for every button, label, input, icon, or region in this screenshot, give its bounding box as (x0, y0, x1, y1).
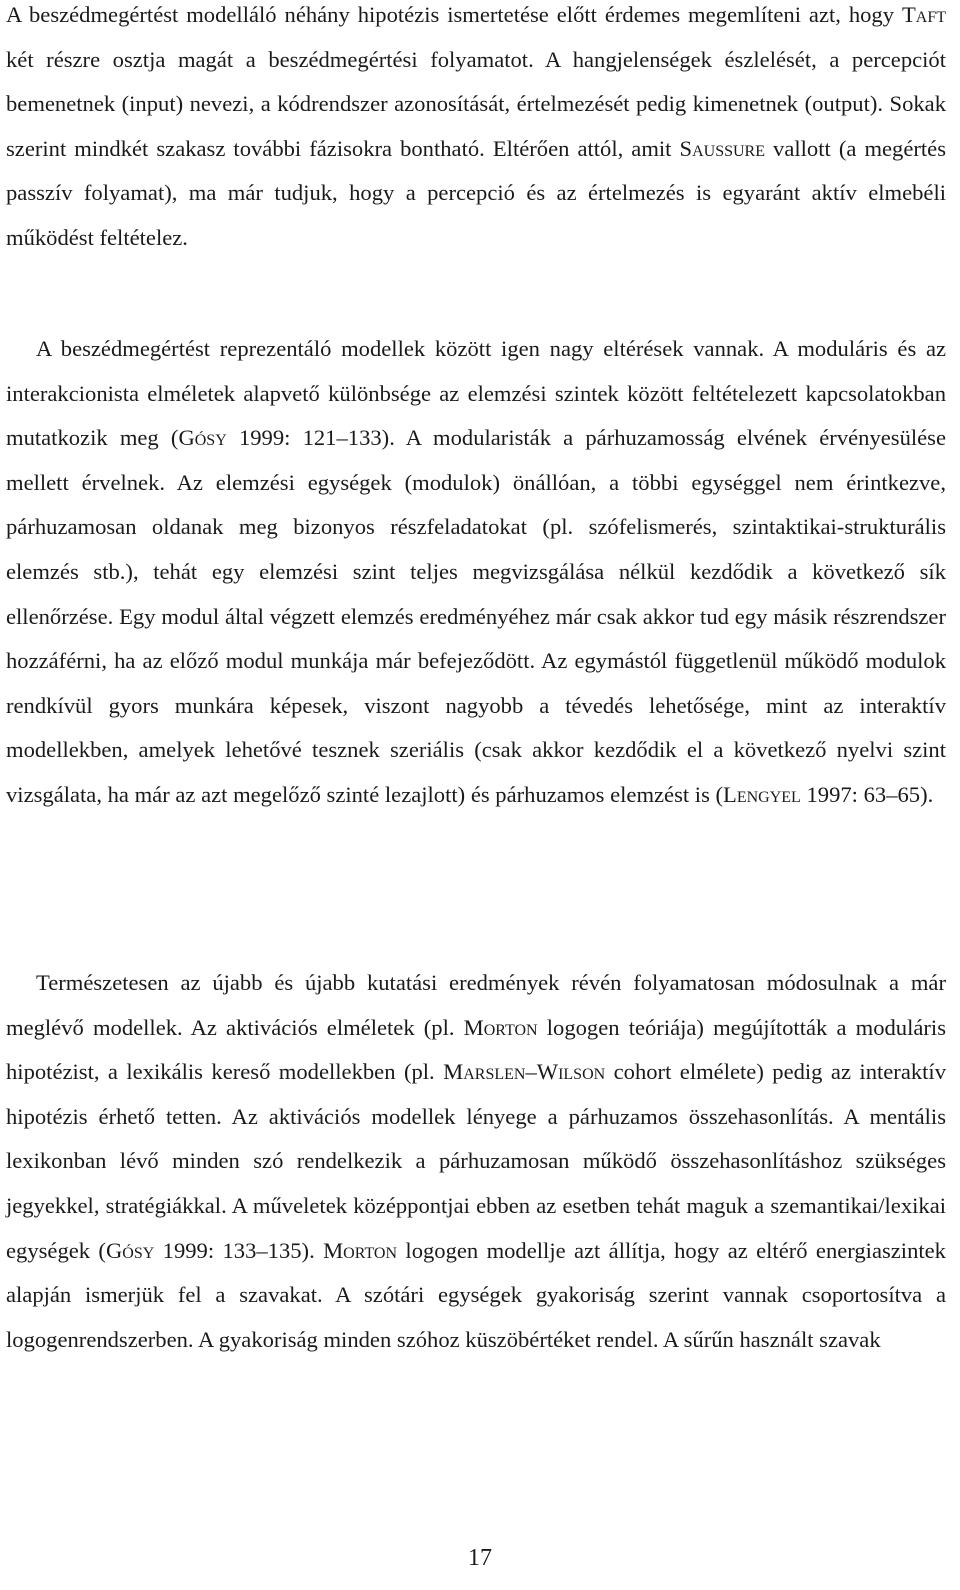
paragraph-1-text: két részre osztja magát a beszédmegértési folyamatot. A hangjelenségek észlelését, a percepciót bemenetnek (input) nevezi, a kódrendszer azonosítását, értelmezését pedig kimenetnek (output). Sokak szerint mindkét szakasz további fázisokra bontható. Eltérően attól, amit (6, 46, 946, 161)
author-name-saussure: Saussure (679, 135, 765, 161)
paragraph-3-text: logogen modellje azt állítja, hogy az eltérő energiaszintek alapján ismerjük fel a szavakat. A szótári egységek gyakoriság szerint vannak csoportosítva a logogenrendszerben. A gyakoriság minden szóhoz küszöbértéket rendel. A sűrűn használt szavak (6, 1237, 946, 1352)
author-name-marslen-wilson: Marslen–Wilson (443, 1059, 606, 1085)
author-name-morton: Morton (463, 1014, 538, 1040)
paragraph-2-text: 1999: 121–133). A modularisták a párhuzamosság elvének érvényesülése mellett érvelnek. Az elemzési egységek (modulok) önállóan, a többi egységgel nem érintkezve, párhuzamosan oldanak meg bizonyos részfeladatokat (pl. szófelismerés, szintaktikai-strukturális elemzés stb.), tehát egy elemzési szint teljes megvizsgálása nélkül kezdődik a következő sík ellenőrzése. Egy modul által végzett elemzés eredményéhez már csak akkor tud egy másik részrendszer hozzáférni, ha az előző modul munkája már befejeződött. Az egymástól függetlenül működő modulok rendkívül gyors munkára képesek, viszont nagyobb a tévedés lehetősége, mint az interaktív modellekben, amelyek lehetővé tesznek szeriális (csak akkor kezdődik el a következő nyelvi szint vizsgálata, ha már az azt megelőző szinté lezajlott) és párhuzamos elemzést is ( (6, 425, 946, 807)
paragraph-2-text: A beszédmegértést reprezentáló modellek között igen nagy eltérések vannak. A moduláris és az interakcionista elméletek alapvető különbsége az elemzési szintek között feltételezett kapcsolatokban mutatkozik meg ( (6, 336, 946, 451)
page-number: 17 (468, 1545, 492, 1571)
author-name-gosy: Gósy (178, 425, 227, 451)
paragraph-1 (6, 0, 946, 261)
paragraph-3-text: 1999: 133–135). (154, 1237, 324, 1263)
paragraph-1-text: vallott (a megértés passzív folyamat), ma már tudjuk, hogy a percepció és az értelmezés is egyaránt aktív elmebéli működést feltételez. (6, 135, 946, 250)
paragraph-3-text: logogen teóriája) megújították a moduláris hipotézist, a lexikális kereső modellekben (pl. (6, 1014, 946, 1085)
author-name-lengyel: Lengyel (723, 781, 801, 807)
paragraph-3-text: Természetesen az újabb és újabb kutatási eredmények révén folyamatosan módosulnak a már meglévő modellek. Az aktivációs elméletek (pl. (6, 970, 946, 1040)
author-name-gosy: Gósy (105, 1237, 155, 1263)
paragraph-2-text: 1997: 63–65). (800, 781, 934, 807)
paragraph-2 (6, 327, 946, 818)
paragraph-3 (6, 961, 946, 1362)
author-name-taft: Taft (901, 2, 946, 27)
paragraph-1-text: A beszédmegértést modelláló néhány hipotézis ismertetése előtt érdemes megemlíteni azt, hogy (6, 2, 902, 27)
author-name-morton: Morton (323, 1237, 398, 1263)
paragraph-3-text: cohort elmélete) pedig az interaktív hipotézis érhető tetten. Az aktivációs modellek lényege a párhuzamos összehasonlítás. A mentális lexikonban lévő minden szó rendelkezik a párhuzamosan működő összehasonlításhoz szükséges jegyekkel, stratégiákkal. A műveletek középpontjai ebben az esetben tehát maguk a szemantikai/lexikai egységek ( (6, 1059, 946, 1263)
